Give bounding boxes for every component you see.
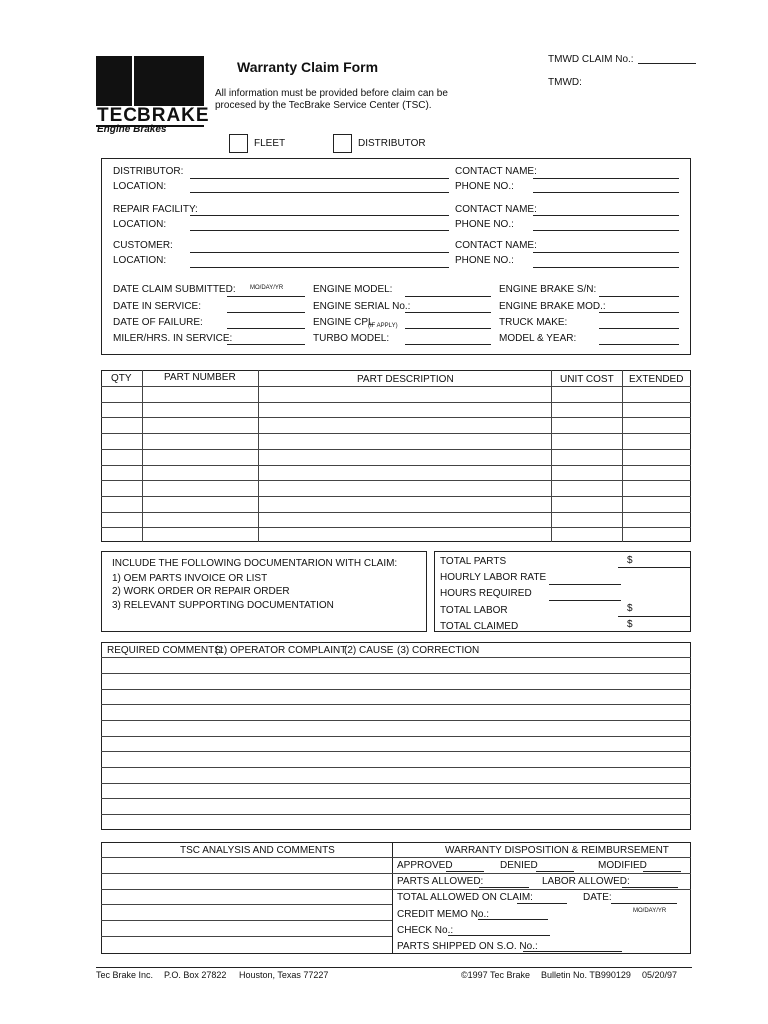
documentation-item: 2) WORK ORDER OR REPAIR ORDER bbox=[112, 586, 290, 597]
comment-line bbox=[101, 704, 691, 705]
comment-line bbox=[101, 657, 691, 658]
date-of-failure-label: DATE OF FAILURE: bbox=[113, 317, 203, 328]
comment-correction: (3) CORRECTION bbox=[397, 645, 480, 656]
comment-line bbox=[101, 783, 691, 784]
brake-mod-field[interactable] bbox=[599, 312, 679, 313]
customer-contact-field[interactable] bbox=[533, 252, 679, 253]
distributor-field[interactable] bbox=[190, 178, 449, 179]
parts-table bbox=[101, 370, 691, 542]
hours-required-field[interactable] bbox=[549, 600, 621, 601]
date-of-failure-field[interactable] bbox=[227, 328, 305, 329]
total-labor-currency: $ bbox=[627, 603, 633, 614]
truck-make-field[interactable] bbox=[599, 328, 679, 329]
credit-memo-label: CREDIT MEMO No.: bbox=[397, 909, 490, 920]
col-qty: QTY bbox=[111, 373, 132, 384]
labor-allowed-label: LABOR ALLOWED: bbox=[542, 876, 630, 887]
repair-phone-field[interactable] bbox=[533, 230, 679, 231]
customer-location-field[interactable] bbox=[190, 267, 449, 268]
tsc-analysis-box bbox=[101, 842, 393, 954]
miles-hrs-label: MILER/HRS. IN SERVICE: bbox=[113, 333, 233, 344]
table-row bbox=[101, 402, 691, 403]
truck-make-label: TRUCK MAKE: bbox=[499, 317, 568, 328]
documentation-item: 3) RELEVANT SUPPORTING DOCUMENTATION bbox=[112, 600, 334, 611]
tsc-heading: TSC ANALYSIS AND COMMENTS bbox=[180, 845, 335, 856]
repair-facility-field[interactable] bbox=[190, 215, 449, 216]
repair-phone-label: PHONE NO.: bbox=[455, 219, 514, 230]
comment-line bbox=[101, 673, 691, 674]
footer-rule bbox=[96, 967, 692, 968]
brake-sn-label: ENGINE BRAKE S/N: bbox=[499, 284, 597, 295]
miles-hrs-field[interactable] bbox=[227, 344, 305, 345]
comment-operator-complaint: (1) OPERATOR COMPLAINT bbox=[215, 645, 347, 656]
comment-line bbox=[101, 767, 691, 768]
comment-line bbox=[101, 689, 691, 690]
table-row bbox=[101, 527, 691, 528]
hourly-labor-rate-field[interactable] bbox=[549, 584, 621, 585]
total-claimed-currency: $ bbox=[627, 619, 633, 630]
engine-cpl-field[interactable] bbox=[405, 328, 491, 329]
distributor-label-field: DISTRIBUTOR: bbox=[113, 166, 184, 177]
disposition-date-field[interactable] bbox=[611, 903, 677, 904]
distributor-phone-label: PHONE NO.: bbox=[455, 181, 514, 192]
footer-date: 05/20/97 bbox=[642, 970, 678, 980]
total-parts-currency: $ bbox=[627, 555, 633, 566]
fleet-label: FLEET bbox=[254, 138, 286, 149]
tsc-line bbox=[101, 936, 393, 937]
distributor-contact-field[interactable] bbox=[533, 178, 679, 179]
hourly-labor-rate-label: HOURLY LABOR RATE bbox=[440, 572, 547, 583]
repair-facility-label: REPAIR FACILITY: bbox=[113, 204, 198, 215]
intro-line-1: All information must be provided before claim can be bbox=[215, 88, 448, 99]
col-part-description: PART DESCRIPTION bbox=[357, 374, 454, 385]
date-claim-submitted-field[interactable] bbox=[227, 296, 305, 297]
hours-required-label: HOURS REQUIRED bbox=[440, 588, 532, 599]
comment-line bbox=[101, 798, 691, 799]
credit-memo-field[interactable] bbox=[478, 919, 548, 920]
tsc-line bbox=[101, 889, 393, 890]
date-hint: MO/DAY/YR bbox=[250, 285, 284, 291]
distributor-location-field[interactable] bbox=[190, 192, 449, 193]
approved-field[interactable] bbox=[446, 871, 484, 872]
customer-label: CUSTOMER: bbox=[113, 240, 173, 251]
footer-copyright: ©1997 Tec Brake bbox=[461, 970, 531, 980]
distributor-checkbox[interactable] bbox=[333, 134, 352, 153]
modified-label: MODIFIED bbox=[598, 860, 647, 871]
labor-allowed-field[interactable] bbox=[622, 887, 678, 888]
engine-model-field[interactable] bbox=[405, 296, 491, 297]
tmwd-claim-label: TMWD CLAIM No.: bbox=[548, 54, 634, 65]
disposition-line bbox=[392, 873, 691, 874]
footer-city: Houston, Texas 77227 bbox=[239, 970, 329, 980]
parts-shipped-label: PARTS SHIPPED ON S.O. No.: bbox=[397, 941, 538, 952]
turbo-model-label: TURBO MODEL: bbox=[313, 333, 390, 344]
turbo-model-field[interactable] bbox=[405, 344, 491, 345]
approved-label: APPROVED bbox=[397, 860, 453, 871]
parts-allowed-label: PARTS ALLOWED: bbox=[397, 876, 484, 887]
date-claim-submitted-label: DATE CLAIM SUBMITTED: bbox=[113, 284, 236, 295]
customer-field[interactable] bbox=[190, 252, 449, 253]
col-unit-cost: UNIT COST bbox=[560, 374, 614, 385]
customer-phone-field[interactable] bbox=[533, 267, 679, 268]
logo-block-left bbox=[96, 56, 132, 106]
repair-contact-label: CONTACT NAME: bbox=[455, 204, 537, 215]
comment-line bbox=[101, 751, 691, 752]
comments-heading: REQUIRED COMMENTS: bbox=[107, 645, 224, 656]
check-no-label: CHECK No.: bbox=[397, 925, 454, 936]
disposition-date-hint: MO/DAY/YR bbox=[633, 908, 667, 914]
table-row bbox=[101, 449, 691, 450]
engine-cpl-label: ENGINE CPL bbox=[313, 317, 374, 328]
table-row bbox=[101, 512, 691, 513]
documentation-heading: INCLUDE THE FOLLOWING DOCUMENTARION WITH CLAIM: bbox=[112, 558, 398, 569]
comment-cause: (2) CAUSE bbox=[344, 645, 394, 656]
brake-mod-label: ENGINE BRAKE MOD.: bbox=[499, 301, 606, 312]
col-divider bbox=[142, 370, 143, 542]
tsc-line bbox=[101, 920, 393, 921]
engine-model-label: ENGINE MODEL: bbox=[313, 284, 393, 295]
distributor-contact-label: CONTACT NAME: bbox=[455, 166, 537, 177]
total-labor-field[interactable] bbox=[618, 616, 690, 617]
comment-line bbox=[101, 814, 691, 815]
repair-location-field[interactable] bbox=[190, 230, 449, 231]
if-apply-hint: (IF APPLY) bbox=[368, 323, 398, 329]
intro-line-2: procesed by the TecBrake Service Center (TSC). bbox=[215, 100, 432, 111]
brake-sn-field[interactable] bbox=[599, 296, 679, 297]
logo-block-right bbox=[134, 56, 204, 106]
tsc-line bbox=[101, 873, 393, 874]
parts-shipped-field[interactable] bbox=[523, 951, 622, 952]
total-labor-label: TOTAL LABOR bbox=[440, 605, 508, 616]
repair-contact-field[interactable] bbox=[533, 215, 679, 216]
comment-line bbox=[101, 736, 691, 737]
disposition-heading-rule bbox=[392, 857, 691, 858]
disposition-date-label: DATE: bbox=[583, 892, 612, 903]
form-title: Warranty Claim Form bbox=[237, 59, 379, 75]
table-row bbox=[101, 496, 691, 497]
distributor-phone-field[interactable] bbox=[533, 192, 679, 193]
engine-serial-field[interactable] bbox=[405, 312, 491, 313]
parts-allowed-field[interactable] bbox=[479, 887, 529, 888]
total-allowed-field[interactable] bbox=[517, 903, 567, 904]
tmwd-label: TMWD: bbox=[548, 77, 582, 88]
total-allowed-label: TOTAL ALLOWED ON CLAIM: bbox=[397, 892, 533, 903]
col-divider bbox=[258, 370, 259, 542]
check-no-field[interactable] bbox=[448, 935, 550, 936]
table-row bbox=[101, 386, 691, 387]
footer-bulletin: Bulletin No. TB990129 bbox=[541, 970, 631, 980]
total-claimed-label: TOTAL CLAIMED bbox=[440, 621, 519, 632]
total-parts-field[interactable] bbox=[618, 567, 690, 568]
documentation-item: 1) OEM PARTS INVOICE OR LIST bbox=[112, 573, 268, 584]
distributor-label: DISTRIBUTOR bbox=[358, 138, 426, 149]
comment-line bbox=[101, 720, 691, 721]
logo-tec: TEC bbox=[97, 105, 138, 126]
distributor-location-label: LOCATION: bbox=[113, 181, 167, 192]
disposition-heading: WARRANTY DISPOSITION & REIMBURSEMENT bbox=[445, 845, 669, 856]
customer-location-label: LOCATION: bbox=[113, 255, 167, 266]
logo-subtitle: Engine Brakes bbox=[97, 124, 167, 135]
customer-phone-label: PHONE NO.: bbox=[455, 255, 514, 266]
denied-field[interactable] bbox=[536, 871, 574, 872]
total-parts-label: TOTAL PARTS bbox=[440, 556, 507, 567]
footer-po-box: P.O. Box 27822 bbox=[164, 970, 227, 980]
logo-brake: BRAKE bbox=[137, 105, 210, 126]
footer-company: Tec Brake Inc. bbox=[96, 970, 154, 980]
customer-contact-label: CONTACT NAME: bbox=[455, 240, 537, 251]
date-in-service-label: DATE IN SERVICE: bbox=[113, 301, 201, 312]
denied-label: DENIED bbox=[500, 860, 538, 871]
table-row bbox=[101, 433, 691, 434]
engine-serial-label: ENGINE SERIAL No.: bbox=[313, 301, 411, 312]
disposition-line bbox=[392, 889, 691, 890]
model-year-label: MODEL & YEAR: bbox=[499, 333, 577, 344]
date-in-service-field[interactable] bbox=[227, 312, 305, 313]
tsc-line bbox=[101, 857, 393, 858]
repair-location-label: LOCATION: bbox=[113, 219, 167, 230]
col-divider bbox=[622, 370, 623, 542]
col-part-number: PART NUMBER bbox=[164, 372, 236, 383]
col-divider bbox=[551, 370, 552, 542]
model-year-field[interactable] bbox=[599, 344, 679, 345]
table-row bbox=[101, 417, 691, 418]
tmwd-claim-field[interactable] bbox=[638, 63, 696, 64]
fleet-checkbox[interactable] bbox=[229, 134, 248, 153]
tsc-line bbox=[101, 904, 393, 905]
col-extended: EXTENDED bbox=[629, 374, 684, 385]
table-row bbox=[101, 465, 691, 466]
table-row bbox=[101, 480, 691, 481]
modified-field[interactable] bbox=[643, 871, 681, 872]
